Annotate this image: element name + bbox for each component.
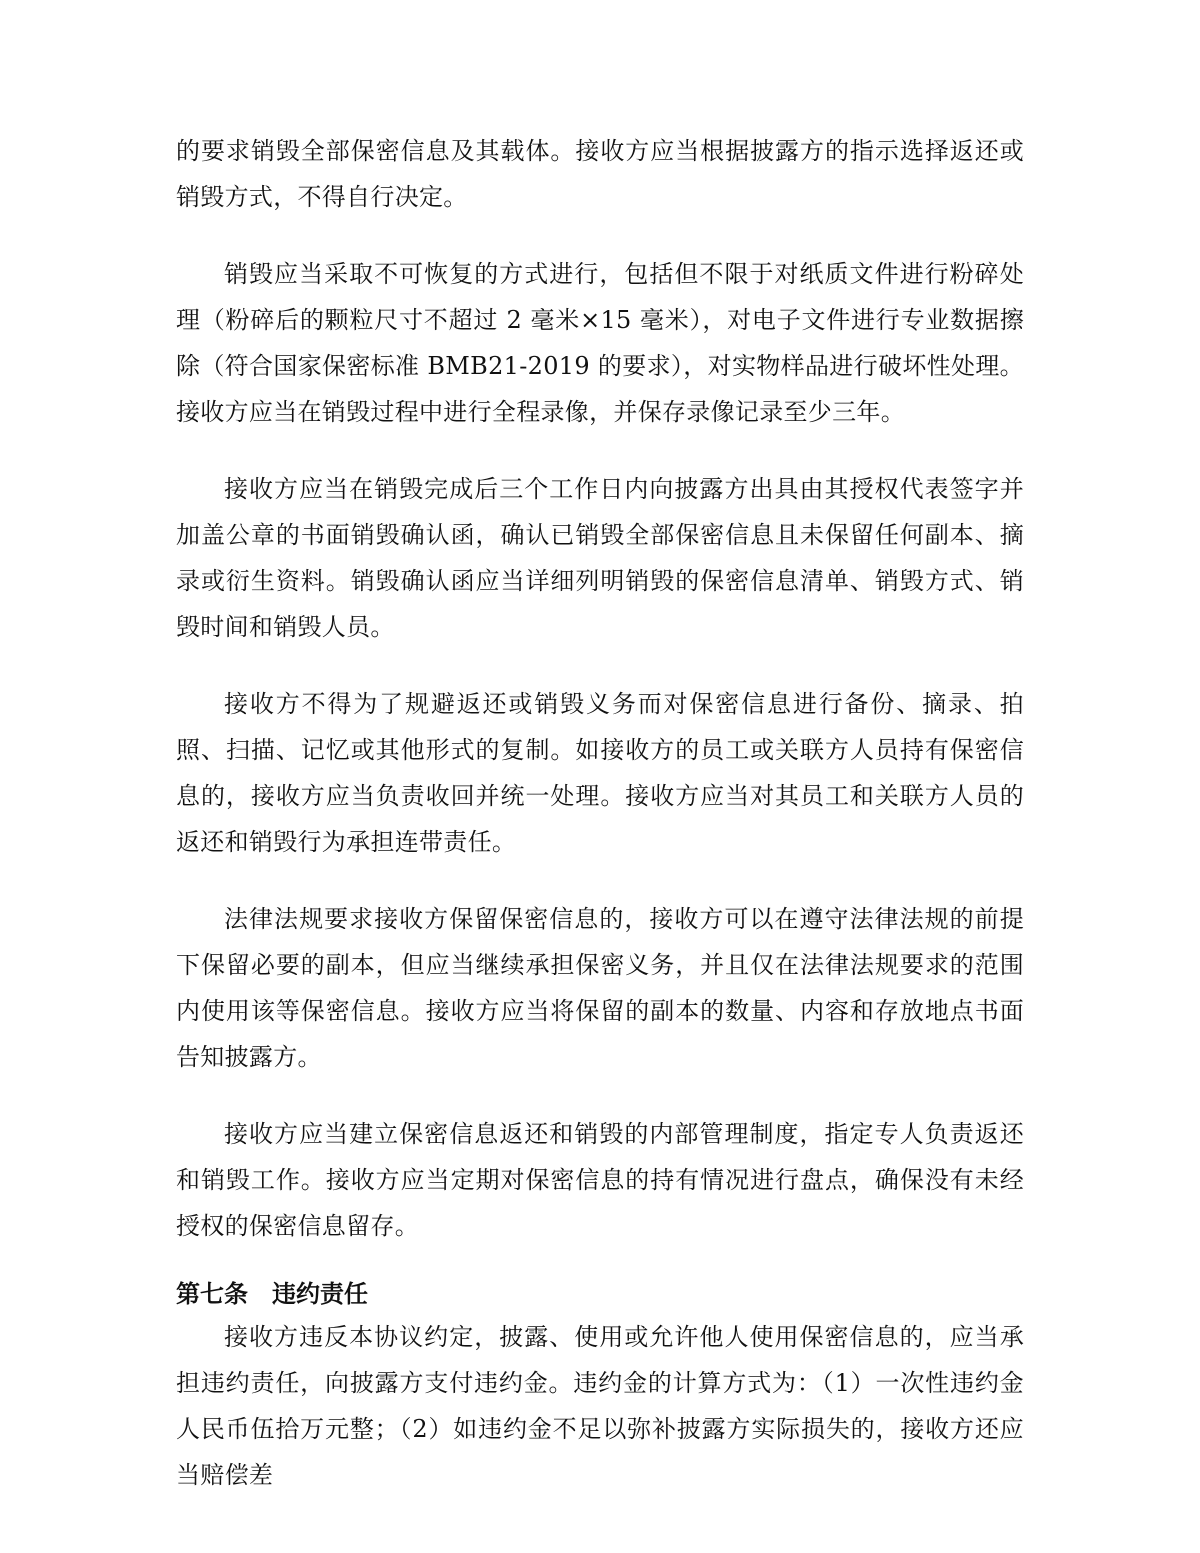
document-body <box>176 128 1024 1529</box>
paragraph-breach-liability: 接收方违反本协议约定，披露、使用或允许他人使用保密信息的，应当承担违约责任，向披露方支付违约金。违约金的计算方式为：（1）一次性违约金人民币伍拾万元整；（2）如违约金不足以弥补披露方实际损失的，接收方还应当赔偿差 <box>176 1323 1024 1489</box>
paragraph-destruction-method: 销毁应当采取不可恢复的方式进行，包括但不限于对纸质文件进行粉碎处理（粉碎后的颗粒尺寸不超过 2 毫米×15 毫米），对电子文件进行专业数据擦除（符合国家保密标准 BMB21-2019 的要求），对实物样品进行破坏性处理。接收方应当在销毁过程中进行全程录像，并保存录像记录至少三年。 <box>176 260 1024 426</box>
paragraph-destruction-confirmation: 接收方应当在销毁完成后三个工作日内向披露方出具由其授权代表签字并加盖公章的书面销毁确认函，确认已销毁全部保密信息且未保留任何副本、摘录或衍生资料。销毁确认函应当详细列明销毁的保密信息清单、销毁方式、销毁时间和销毁人员。 <box>176 475 1024 641</box>
paragraph-internal-management: 接收方应当建立保密信息返还和销毁的内部管理制度，指定专人负责返还和销毁工作。接收方应当定期对保密信息的持有情况进行盘点，确保没有未经授权的保密信息留存。 <box>176 1120 1024 1240</box>
paragraph-continuation: 的要求销毁全部保密信息及其载体。接收方应当根据披露方的指示选择返还或销毁方式，不得自行决定。 <box>176 137 1024 211</box>
paragraph-legal-retention: 法律法规要求接收方保留保密信息的，接收方可以在遵守法律法规的前提下保留必要的副本，但应当继续承担保密义务，并且仅在法律法规要求的范围内使用该等保密信息。接收方应当将保留的副本的数量、内容和存放地点书面告知披露方。 <box>176 905 1024 1071</box>
paragraph-no-copying: 接收方不得为了规避返还或销毁义务而对保密信息进行备份、摘录、拍照、扫描、记忆或其他形式的复制。如接收方的员工或关联方人员持有保密信息的，接收方应当负责收回并统一处理。接收方应当对其员工和关联方人员的返还和销毁行为承担连带责任。 <box>176 690 1024 856</box>
section-heading: 第七条 违约责任 <box>176 1280 368 1308</box>
